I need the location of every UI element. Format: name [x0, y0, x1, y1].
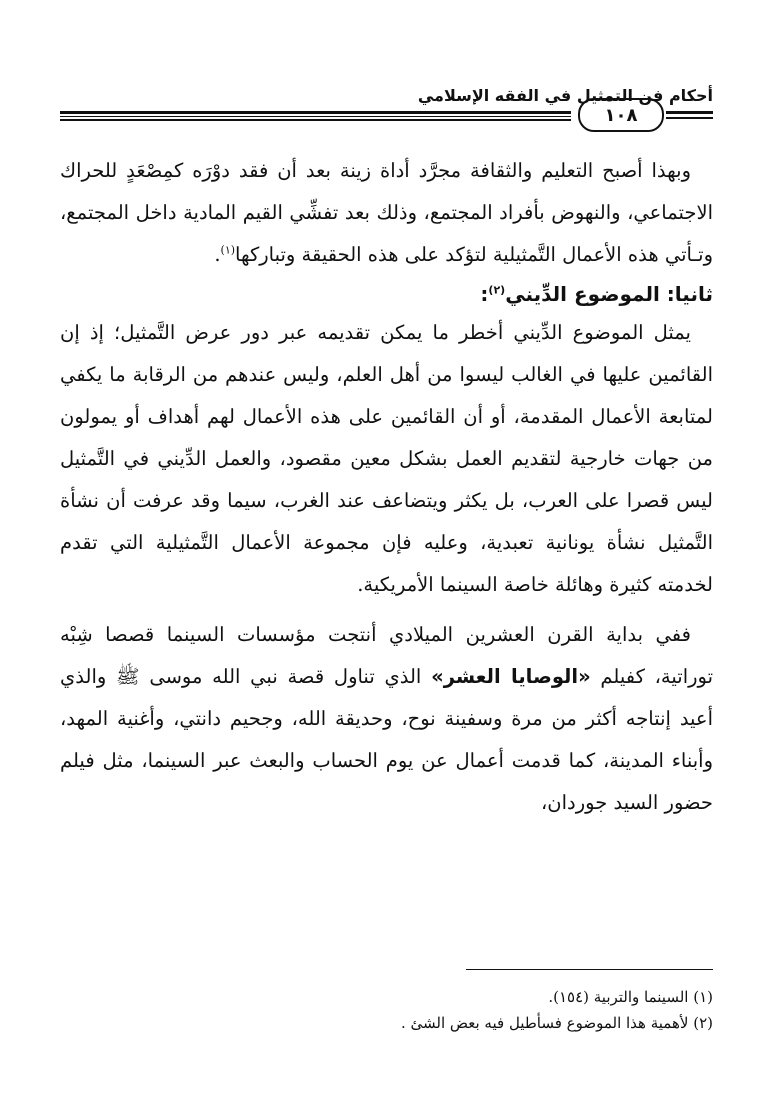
paragraph-text: الذي تناول قصة نبي الله موسى ﷺ والذي أعيد إنتاجه أكثر من مرة وسفينة نوح، وحديقة الله، وجحيم دانتي، وأغنية المهد، وأبناء المدينة، كما قدمت أعمال عن يوم الحساب والبعث عبر السينما، مثل فيلم حضور السيد جوردان، — [60, 665, 713, 814]
footnote: (١) السينما والتربية (١٥٤). — [548, 988, 713, 1006]
header-rule-right — [666, 111, 713, 114]
footnotes — [60, 984, 713, 1036]
paragraph-text: وبهذا أصبح التعليم والثقافة مجرَّد أداة زينة بعد أن فقد دوْرَه كمِصْعَدٍ للحراك الاجتماعي، والنهوض بأفراد المجتمع، وذلك بعد تفشِّي القيم المادية داخل المجتمع، وتـأتي هذه الأعمال التَّمثيلية لتؤكد على هذه الحقيقة وتباركها — [60, 159, 713, 266]
paragraph — [60, 614, 713, 824]
film-title: «الوصايا العشر» — [431, 665, 591, 688]
punctuation: : — [480, 282, 489, 306]
punctuation: . — [214, 243, 221, 266]
header-rule — [60, 119, 571, 121]
paragraph: يمثل الموضوع الدِّيني أخطر ما يمكن تقديمه عبر دور عرض التَّمثيل؛ إذ إن القائمين عليها في الغالب ليسوا من أهل العلم، وليس عندهم من الرقابة ما يكفي لمتابعة الأعمال المقدمة، أو أن القائمين على هذه الأعمال لهم أهداف أو يمولون من جهات خارجية لتقديم العمل بشكل معين مقصود، والعمل الدِّيني في التَّمثيل ليس قصرا على العرب، بل يكثر ويتضاعف عند الغرب، سيما وقد عرفت أن نشأة التَّمثيل نشأة يونانية تعبدية، وعليه فإن مجموعة الأعمال التَّمثيلية التي تقدم لخدمته كثيرة وهائلة خاصة السينما الأمريكية. — [60, 321, 713, 596]
header-rule-right — [666, 117, 713, 119]
header-rule — [60, 116, 571, 117]
footnote-separator — [466, 969, 713, 970]
paragraph-text: ففي بداية القرن العشرين الميلادي أنتجت مؤسسات السينما قصصا شِبْه توراتية، كفيلم — [60, 623, 714, 688]
header-rule — [60, 111, 571, 114]
footnote: (٢) لأهمية هذا الموضوع فسأطيل فيه بعض الشئ . — [400, 1014, 713, 1032]
header-title: أحكام فن التمثيل في الفقه الإسلامي — [417, 86, 713, 105]
body-text — [60, 150, 713, 824]
running-header — [60, 80, 713, 130]
section-heading-text: ثانيا: الموضوع الدِّيني — [505, 282, 713, 306]
page-number: ١٠٨ — [578, 98, 664, 132]
footnote-ref[interactable]: (١) — [220, 243, 236, 257]
section-heading — [60, 276, 713, 312]
footnote-ref[interactable]: (٢) — [488, 283, 506, 297]
paragraph — [60, 150, 713, 276]
